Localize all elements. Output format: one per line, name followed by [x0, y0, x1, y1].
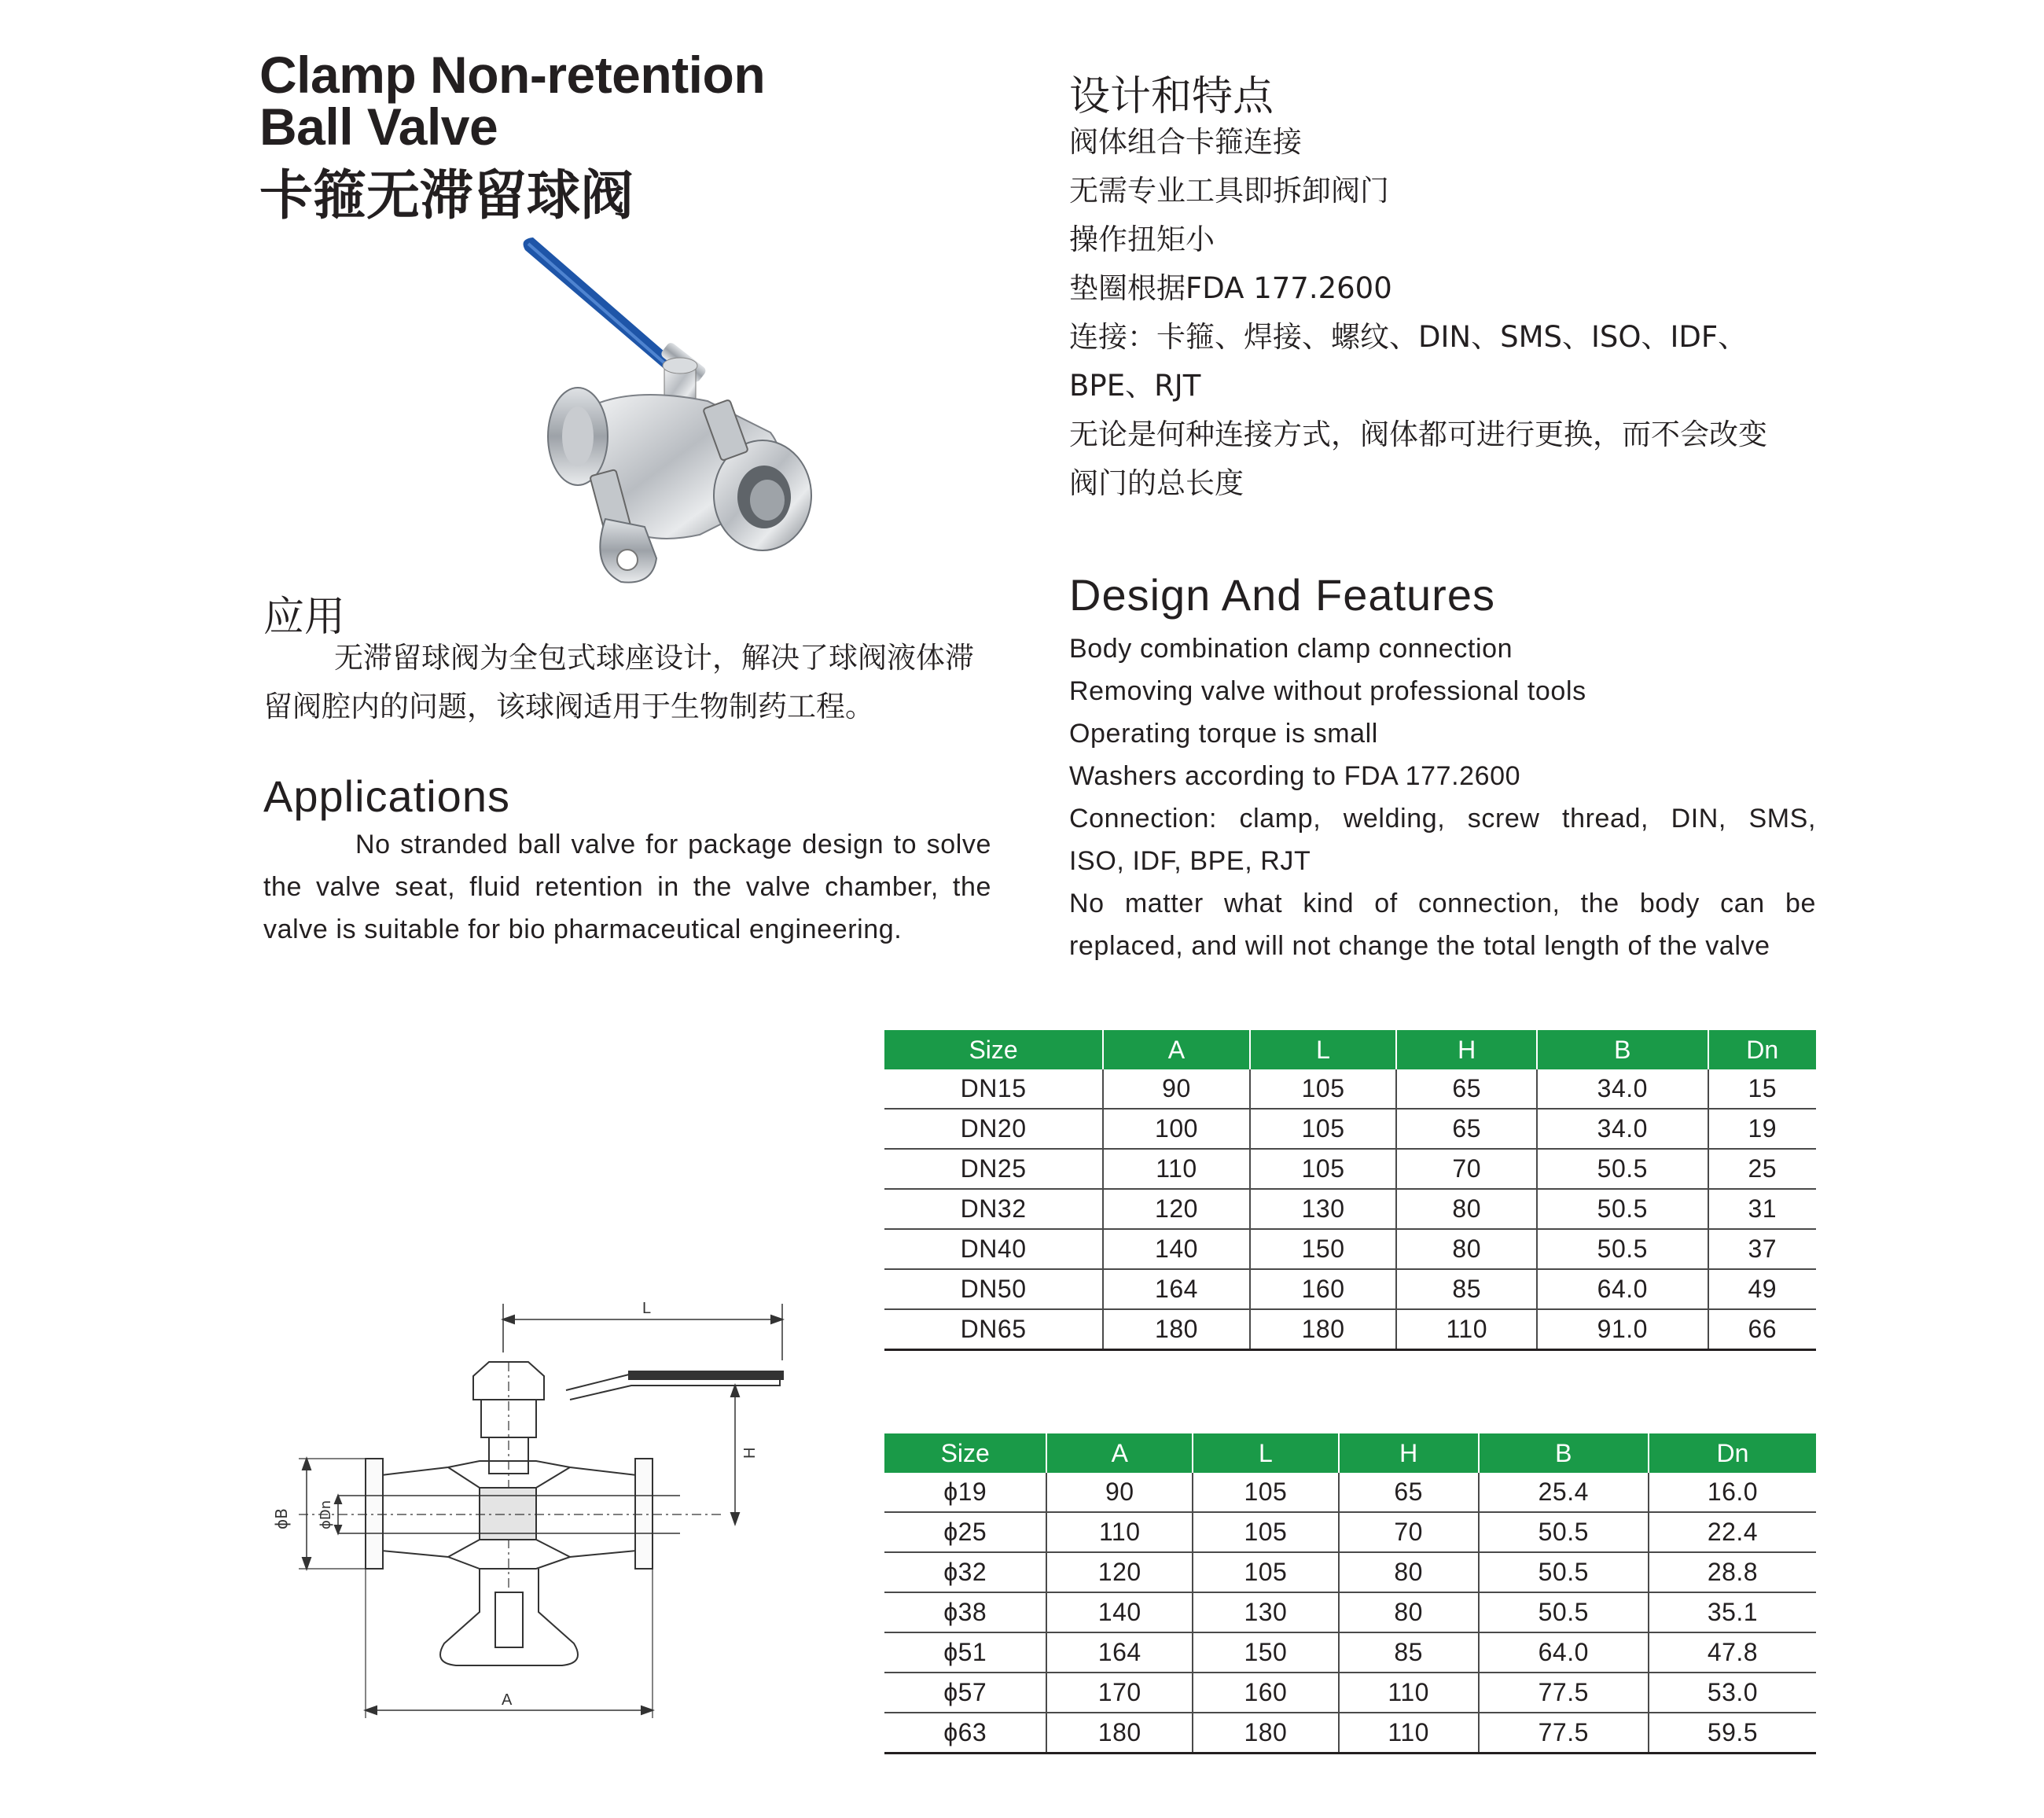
- cell: DN65: [884, 1309, 1103, 1350]
- feature-en-item: ISO, IDF, BPE, RJT: [1069, 846, 1311, 876]
- cell: 25: [1708, 1149, 1816, 1189]
- feature-en-item: No matter what kind of connection, the body can be: [1069, 889, 1816, 918]
- cell: 66: [1708, 1309, 1816, 1350]
- features-list-cn: [1069, 118, 1824, 508]
- cell: 85: [1396, 1269, 1537, 1309]
- col-header-b: B: [1537, 1030, 1708, 1069]
- col-header-size: Size: [884, 1030, 1103, 1069]
- cell: 105: [1193, 1473, 1339, 1512]
- cell: 150: [1193, 1632, 1339, 1673]
- col-header-b: B: [1479, 1433, 1649, 1473]
- title-english: [259, 46, 766, 156]
- title-en-line1: Clamp Non-retention: [259, 46, 766, 104]
- cell: 22.4: [1649, 1512, 1816, 1552]
- cell: DN20: [884, 1109, 1103, 1149]
- spec-table-phi: [884, 1433, 1816, 1754]
- cell: 34.0: [1537, 1109, 1708, 1149]
- cell: 35.1: [1649, 1592, 1816, 1632]
- cell: 70: [1339, 1512, 1479, 1552]
- cell: 110: [1103, 1149, 1250, 1189]
- table-header-row: [884, 1433, 1816, 1473]
- cell: 70: [1396, 1149, 1537, 1189]
- cell: 91.0: [1537, 1309, 1708, 1350]
- dim-label-B: ϕB: [272, 1508, 291, 1529]
- cell: 80: [1339, 1552, 1479, 1592]
- cell: 80: [1396, 1189, 1537, 1229]
- cell: 65: [1396, 1069, 1537, 1109]
- cell: 59.5: [1649, 1713, 1816, 1754]
- cell: 15: [1708, 1069, 1816, 1109]
- feature-en-item: Removing valve without professional tools: [1069, 676, 1586, 706]
- cell: DN15: [884, 1069, 1103, 1109]
- dim-label-H: H: [741, 1447, 759, 1459]
- cell: 164: [1103, 1269, 1250, 1309]
- cell: 25.4: [1479, 1473, 1649, 1512]
- title-chinese: 卡箍无滞留球阀: [259, 165, 634, 227]
- col-header-a: A: [1103, 1030, 1250, 1069]
- feature-en-item: Washers according to FDA 177.2600: [1069, 761, 1521, 791]
- cell: 65: [1396, 1109, 1537, 1149]
- applications-heading-en: Applications: [263, 771, 510, 821]
- table-row: [884, 1473, 1816, 1512]
- ball-valve-photo: [511, 236, 841, 613]
- cell: 28.8: [1649, 1552, 1816, 1592]
- cell: 105: [1250, 1109, 1397, 1149]
- cell: ϕ38: [884, 1592, 1046, 1632]
- table-row: [884, 1149, 1816, 1189]
- cell: DN32: [884, 1189, 1103, 1229]
- features-heading-cn: 设计和特点: [1069, 73, 1274, 120]
- cell: ϕ51: [884, 1632, 1046, 1673]
- cell: 64.0: [1479, 1632, 1649, 1673]
- cell: ϕ57: [884, 1673, 1046, 1713]
- table-row: [884, 1309, 1816, 1350]
- cell: 80: [1396, 1229, 1537, 1269]
- table-row: [884, 1109, 1816, 1149]
- cell: DN50: [884, 1269, 1103, 1309]
- cell: ϕ25: [884, 1512, 1046, 1552]
- technical-drawing: [252, 1290, 802, 1730]
- feature-cn-item: 无需专业工具即拆卸阀门: [1069, 174, 1389, 208]
- feature-en-item: Operating torque is small: [1069, 719, 1378, 749]
- table-row: [884, 1713, 1816, 1754]
- feature-cn-item: 操作扭矩小: [1069, 223, 1215, 256]
- cell: 16.0: [1649, 1473, 1816, 1512]
- feature-en-item: replaced, and will not change the total length of the valve: [1069, 931, 1770, 961]
- table-row: [884, 1673, 1816, 1713]
- col-header-l: L: [1250, 1030, 1397, 1069]
- features-list-en: [1069, 627, 1816, 967]
- cell: 120: [1103, 1189, 1250, 1229]
- cell: 120: [1046, 1552, 1193, 1592]
- cell: 150: [1250, 1229, 1397, 1269]
- cell: ϕ32: [884, 1552, 1046, 1592]
- cell: 105: [1193, 1552, 1339, 1592]
- cell: 130: [1250, 1189, 1397, 1229]
- feature-cn-item: 阀体组合卡箍连接: [1069, 125, 1302, 159]
- cell: 140: [1046, 1592, 1193, 1632]
- col-header-h: H: [1339, 1433, 1479, 1473]
- cell: 50.5: [1537, 1229, 1708, 1269]
- cell: ϕ19: [884, 1473, 1046, 1512]
- cell: 50.5: [1537, 1149, 1708, 1189]
- features-heading-en: Design And Features: [1069, 570, 1495, 620]
- cell: 90: [1046, 1473, 1193, 1512]
- cell: 80: [1339, 1592, 1479, 1632]
- dim-label-A: A: [502, 1691, 513, 1709]
- feature-cn-item: 连接：卡箍、焊接、螺纹、DIN、SMS、ISO、IDF、: [1069, 320, 1748, 354]
- col-header-l: L: [1193, 1433, 1339, 1473]
- cell: 50.5: [1479, 1512, 1649, 1552]
- feature-cn-item: 垫圈根据FDA 177.2600: [1069, 271, 1392, 305]
- table-row: [884, 1512, 1816, 1552]
- cell: 110: [1046, 1512, 1193, 1552]
- cell: 110: [1339, 1713, 1479, 1754]
- cell: 53.0: [1649, 1673, 1816, 1713]
- title-en-line2: Ball Valve: [259, 98, 498, 156]
- cell: 77.5: [1479, 1673, 1649, 1713]
- cell: 140: [1103, 1229, 1250, 1269]
- cell: 50.5: [1479, 1552, 1649, 1592]
- cell: 31: [1708, 1189, 1816, 1229]
- cell: 50.5: [1479, 1592, 1649, 1632]
- table-row: [884, 1069, 1816, 1109]
- cell: 47.8: [1649, 1632, 1816, 1673]
- dim-label-L: L: [642, 1300, 652, 1317]
- cell: 110: [1396, 1309, 1537, 1350]
- cell: 19: [1708, 1109, 1816, 1149]
- table-row: [884, 1632, 1816, 1673]
- applications-text-cn: 无滞留球阀为全包式球座设计，解决了球阀液体滞留阀腔内的问题，该球阀适用于生物制药工程。: [263, 641, 974, 723]
- cell: 100: [1103, 1109, 1250, 1149]
- feature-cn-item: BPE、RJT: [1069, 369, 1201, 403]
- cell: 180: [1046, 1713, 1193, 1754]
- col-header-h: H: [1396, 1030, 1537, 1069]
- cell: 180: [1193, 1713, 1339, 1754]
- spec-table-dn: [884, 1030, 1816, 1351]
- feature-en-item: Connection: clamp, welding, screw thread, DIN, SMS,: [1069, 804, 1816, 834]
- cell: 130: [1193, 1592, 1339, 1632]
- cell: 180: [1250, 1309, 1397, 1350]
- cell: 105: [1250, 1069, 1397, 1109]
- cell: DN25: [884, 1149, 1103, 1189]
- col-header-size: Size: [884, 1433, 1046, 1473]
- cell: 65: [1339, 1473, 1479, 1512]
- cell: 49: [1708, 1269, 1816, 1309]
- cell: 105: [1250, 1149, 1397, 1189]
- cell: 164: [1046, 1632, 1193, 1673]
- cell: DN40: [884, 1229, 1103, 1269]
- feature-en-item: Body combination clamp connection: [1069, 634, 1513, 664]
- cell: 85: [1339, 1632, 1479, 1673]
- table-header-row: [884, 1030, 1816, 1069]
- cell: 170: [1046, 1673, 1193, 1713]
- cell: 180: [1103, 1309, 1250, 1350]
- applications-heading-cn: 应用: [263, 594, 346, 641]
- cell: 110: [1339, 1673, 1479, 1713]
- cell: 105: [1193, 1512, 1339, 1552]
- cell: 50.5: [1537, 1189, 1708, 1229]
- table-row: [884, 1269, 1816, 1309]
- cell: 160: [1193, 1673, 1339, 1713]
- feature-cn-item: 无论是何种连接方式，阀体都可进行更换，而不会改变: [1069, 418, 1767, 451]
- table-row: [884, 1552, 1816, 1592]
- table-row: [884, 1592, 1816, 1632]
- applications-text-en: No stranded ball valve for package design to solve the valve seat, fluid retention in the valve chamber, the valve is suitable for bio pharmaceutical engineering.: [263, 830, 991, 944]
- dim-label-Dn: ϕDn: [318, 1500, 334, 1529]
- cell: 90: [1103, 1069, 1250, 1109]
- cell: 77.5: [1479, 1713, 1649, 1754]
- col-header-a: A: [1046, 1433, 1193, 1473]
- cell: ϕ63: [884, 1713, 1046, 1754]
- table-row: [884, 1229, 1816, 1269]
- cell: 34.0: [1537, 1069, 1708, 1109]
- cell: 37: [1708, 1229, 1816, 1269]
- feature-cn-item: 阀门的总长度: [1069, 466, 1244, 500]
- cell: 160: [1250, 1269, 1397, 1309]
- table-row: [884, 1189, 1816, 1229]
- cell: 64.0: [1537, 1269, 1708, 1309]
- col-header-dn: Dn: [1708, 1030, 1816, 1069]
- col-header-dn: Dn: [1649, 1433, 1816, 1473]
